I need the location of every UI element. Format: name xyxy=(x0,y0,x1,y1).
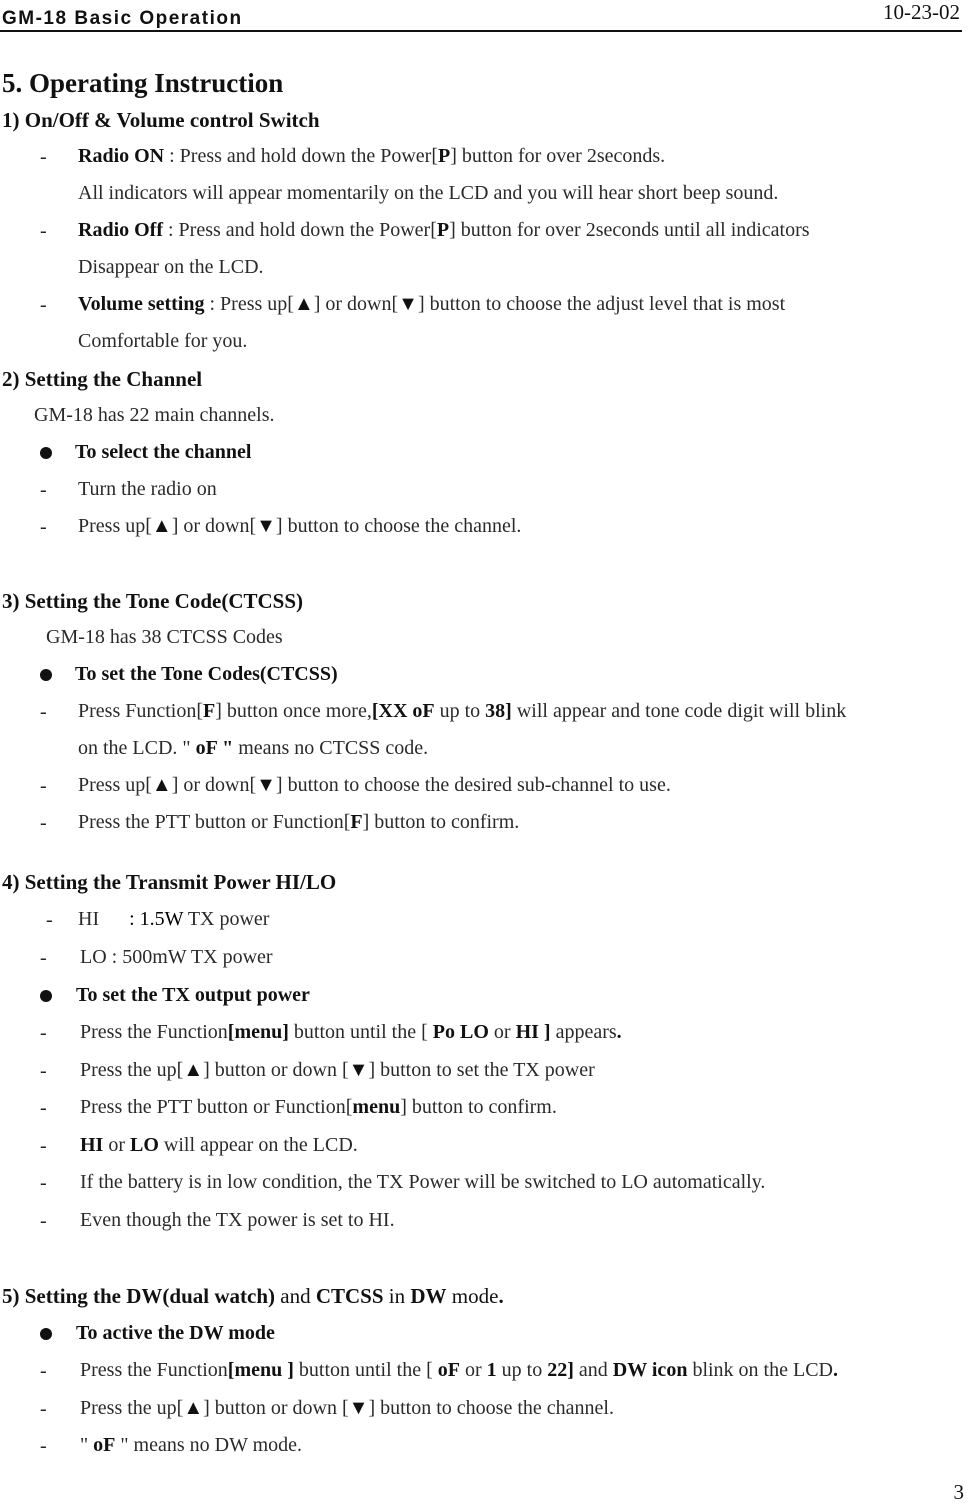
tx-power-lo: LO : 500mW TX power xyxy=(80,946,273,968)
dash-marker: - xyxy=(40,812,47,834)
section-4-item-6: Even though the TX power is set to HI. xyxy=(80,1209,395,1231)
section-3-item-1-continuation: on the LCD. " oF " means no CTCSS code. xyxy=(78,737,429,759)
bullet-dot xyxy=(40,1328,52,1340)
dash-marker: - xyxy=(40,1398,47,1420)
volume-setting-line: Volume setting : Press up[▲] or down[▼] button to choose the adjust level that is most xyxy=(78,293,786,315)
bullet-dot xyxy=(40,990,52,1002)
running-header-title: GM-18 Basic Operation xyxy=(2,8,243,29)
section-4-item-1: Press the Function[menu] button until the [ Po LO or HI ] appears. xyxy=(80,1021,622,1043)
section-4-item-5: If the battery is in low condition, the TX Power will be switched to LO automatically. xyxy=(80,1171,766,1193)
dash-marker: - xyxy=(40,1435,47,1457)
page-number: 3 xyxy=(953,1480,964,1504)
dash-marker: - xyxy=(40,294,47,316)
section-2-item-2: Press up[▲] or down[▼] button to choose the channel. xyxy=(78,515,522,537)
section-3-item-2: Press up[▲] or down[▼] button to choose the desired sub-channel to use. xyxy=(78,774,671,796)
dash-marker: - xyxy=(40,701,47,723)
dash-marker: - xyxy=(46,909,53,931)
radio-on-line: Radio ON : Press and hold down the Power[P] button for over 2seconds. xyxy=(78,145,666,167)
dash-marker: - xyxy=(40,1360,47,1382)
running-header-date: 10-23-02 xyxy=(883,0,960,24)
dash-marker: - xyxy=(40,479,47,501)
dash-marker: - xyxy=(40,1210,47,1232)
section-5-subheading: To active the DW mode xyxy=(76,1322,275,1344)
section-2-subheading: To select the channel xyxy=(75,441,252,463)
dash-marker: - xyxy=(40,516,47,538)
bullet-dot xyxy=(40,447,52,459)
section-heading: 5. Operating Instruction xyxy=(2,68,284,98)
section-2-intro: GM-18 has 22 main channels. xyxy=(34,404,275,426)
dash-marker: - xyxy=(40,775,47,797)
dash-marker: - xyxy=(40,1135,47,1157)
dash-marker: - xyxy=(40,1172,47,1194)
dash-marker: - xyxy=(40,1022,47,1044)
section-4-item-4: HI or LO will appear on the LCD. xyxy=(80,1134,358,1156)
volume-setting-continuation: Comfortable for you. xyxy=(78,330,248,352)
tx-power-hi: HI : 1.5W TX power xyxy=(78,908,270,930)
dash-marker: - xyxy=(40,220,47,242)
dash-marker: - xyxy=(40,146,47,168)
section-4-subheading: To set the TX output power xyxy=(76,984,310,1006)
section-4-title: 4) Setting the Transmit Power HI/LO xyxy=(2,870,337,894)
dash-marker: - xyxy=(40,947,47,969)
section-3-title: 3) Setting the Tone Code(CTCSS) xyxy=(2,589,304,613)
header-rule xyxy=(0,30,962,32)
section-5-title: 5) Setting the DW(dual watch) and CTCSS in DW mode. xyxy=(2,1284,504,1308)
radio-off-line: Radio Off : Press and hold down the Power[P] button for over 2seconds until all indicators xyxy=(78,219,810,241)
section-5-item-3: " oF " means no DW mode. xyxy=(80,1434,303,1456)
dash-marker: - xyxy=(40,1060,47,1082)
bullet-dot xyxy=(40,669,52,681)
section-4-item-3: Press the PTT button or Function[menu] button to confirm. xyxy=(80,1096,557,1118)
dash-marker: - xyxy=(40,1097,47,1119)
section-1-title: 1) On/Off & Volume control Switch xyxy=(2,108,320,132)
section-2-title: 2) Setting the Channel xyxy=(2,367,203,391)
radio-off-continuation: Disappear on the LCD. xyxy=(78,256,264,278)
section-3-item-3: Press the PTT button or Function[F] button to confirm. xyxy=(78,811,520,833)
section-3-subheading: To set the Tone Codes(CTCSS) xyxy=(75,663,338,685)
section-4-item-2: Press the up[▲] button or down [▼] button to set the TX power xyxy=(80,1059,595,1081)
radio-on-continuation: All indicators will appear momentarily on the LCD and you will hear short beep sound. xyxy=(78,182,779,204)
section-5-item-1: Press the Function[menu ] button until the [ oF or 1 up to 22] and DW icon blink on the LCD. xyxy=(80,1359,838,1381)
section-3-item-1: Press Function[F] button once more,[XX oF up to 38] will appear and tone code digit will blink xyxy=(78,700,847,722)
section-5-item-2: Press the up[▲] button or down [▼] button to choose the channel. xyxy=(80,1397,614,1419)
section-3-intro: GM-18 has 38 CTCSS Codes xyxy=(46,626,283,648)
section-2-item-1: Turn the radio on xyxy=(78,478,217,500)
